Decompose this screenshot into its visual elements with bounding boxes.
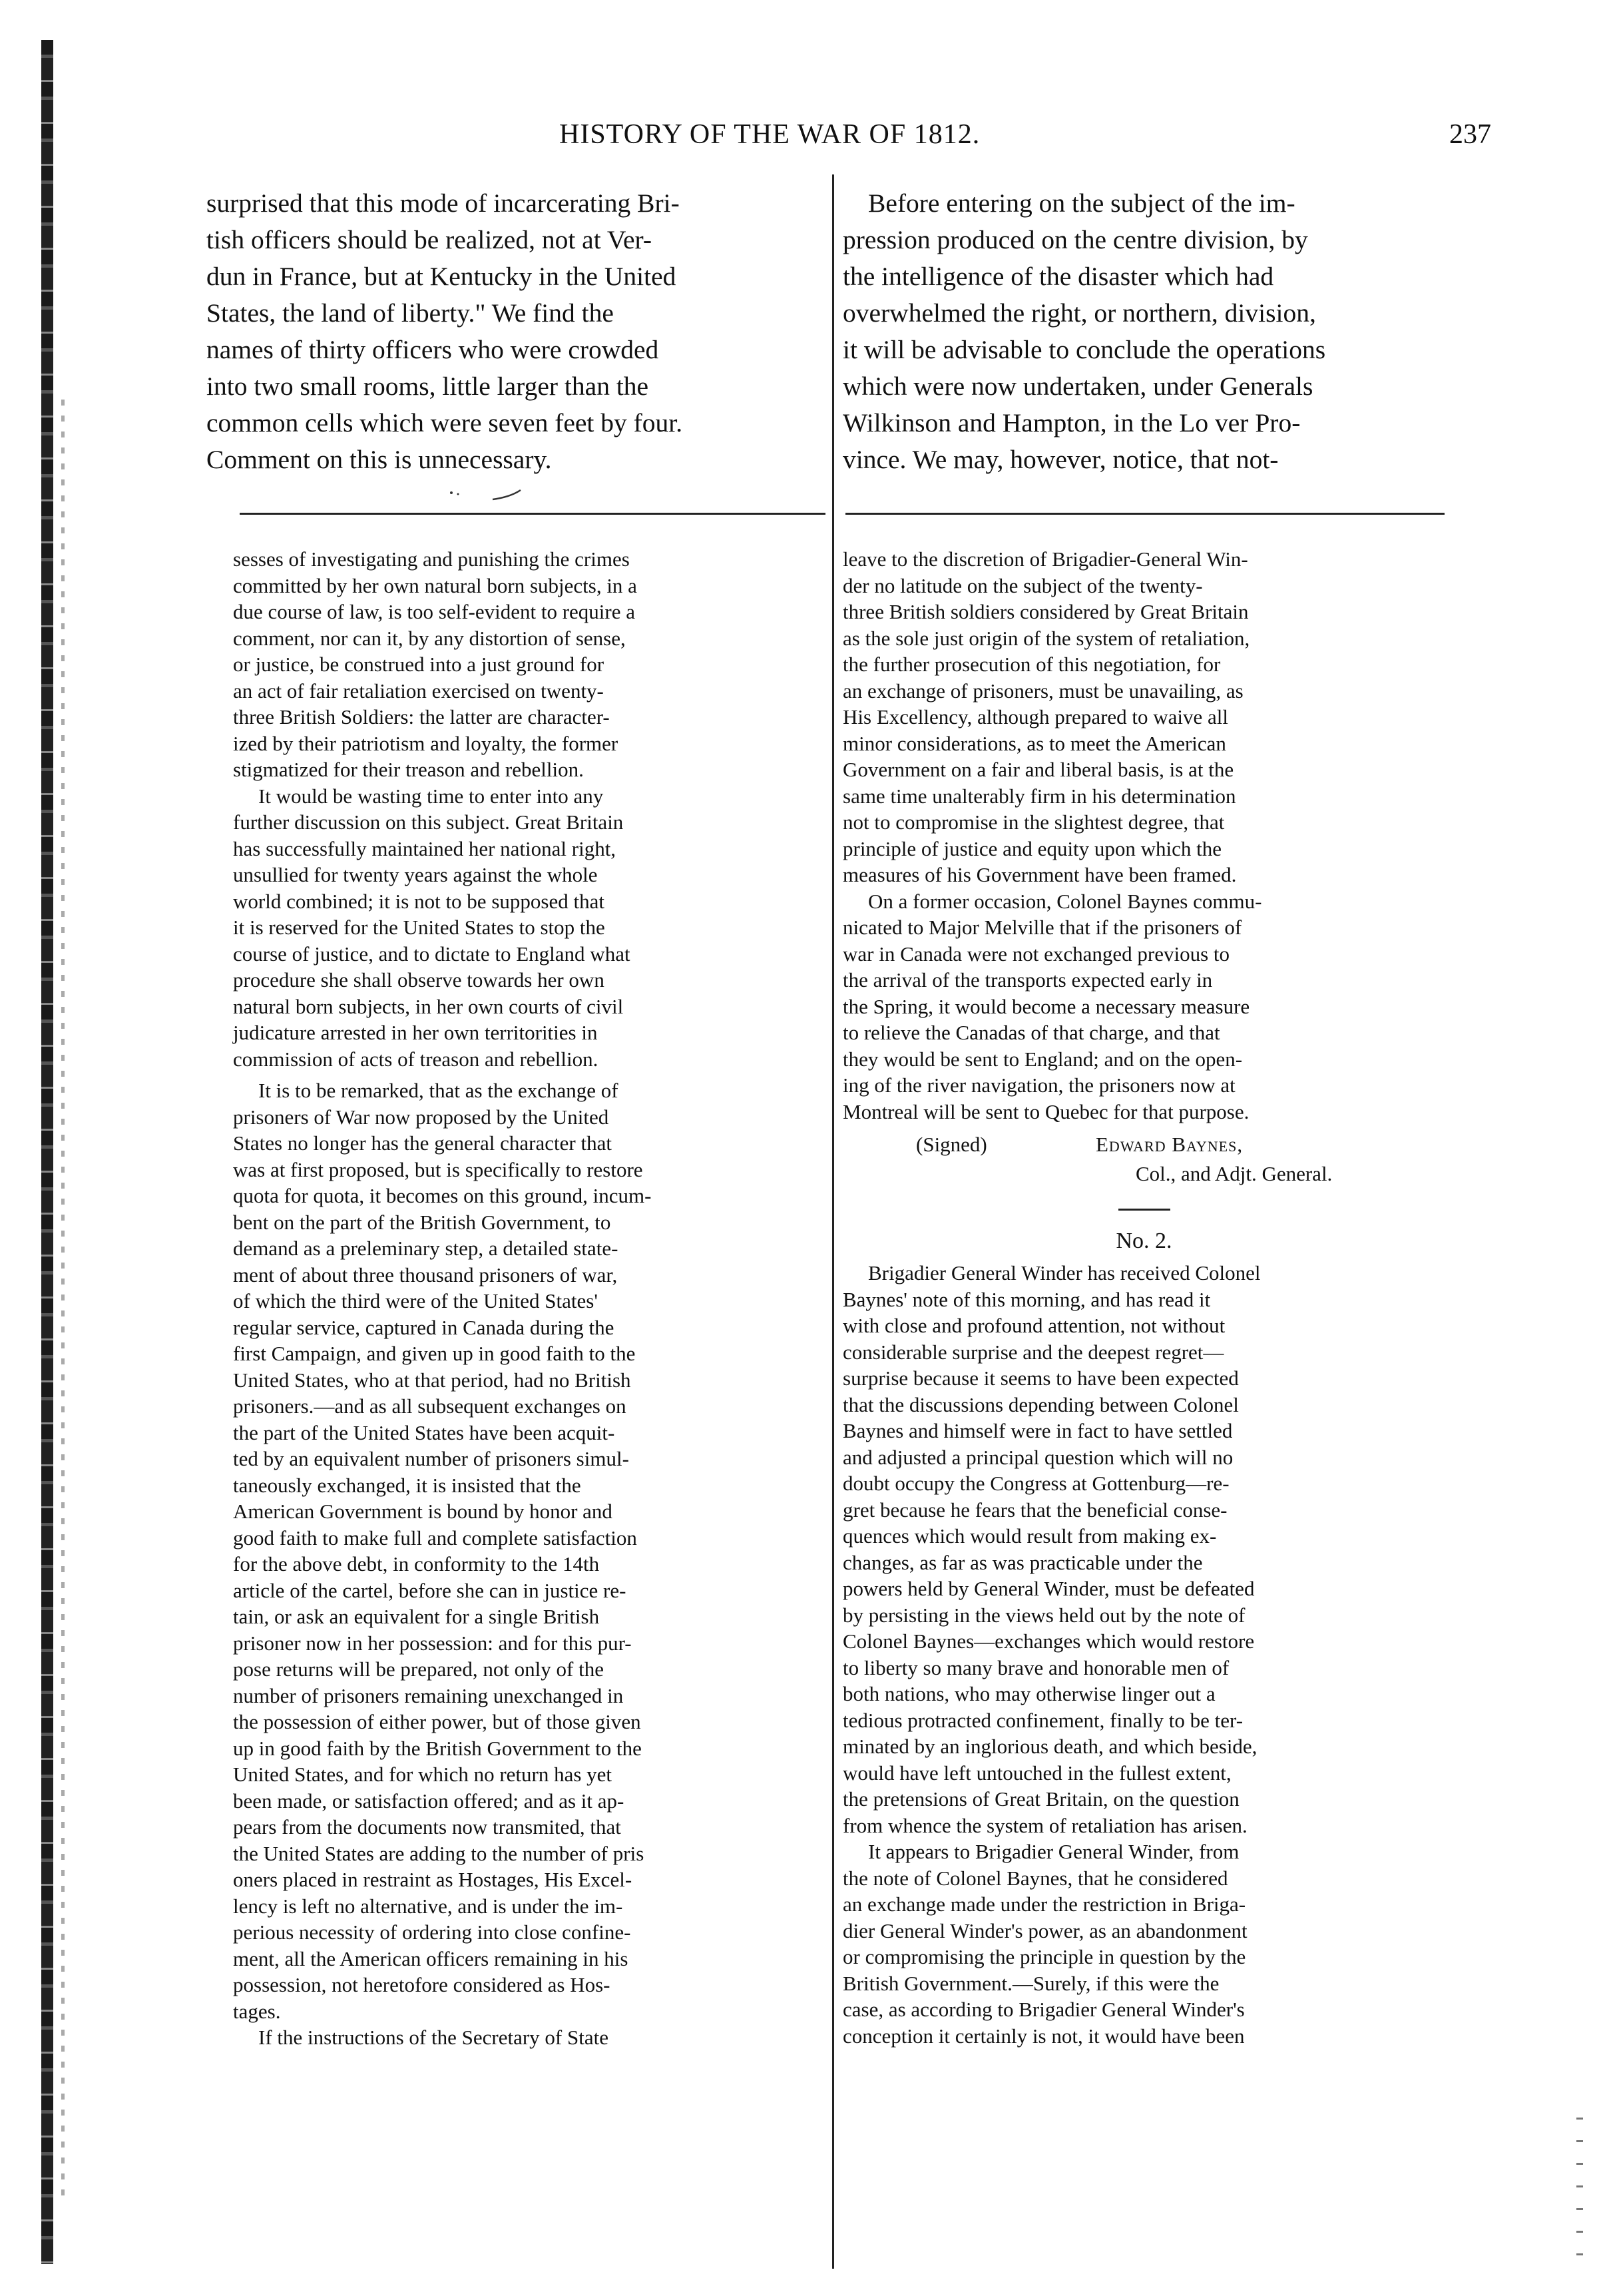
text-line: conception it certainly is not, it would have been [843,2024,1245,2048]
text-line: changes, as far as was practicable under the [843,1550,1203,1574]
text-line: Baynes and himself were in fact to have settled [843,1419,1233,1442]
text-line: from whence the system of retaliation has arisen. [843,1813,1248,1837]
binding-edge [41,40,53,2264]
binding-shadow [61,400,65,2197]
text-line: prisoner now in her possession: and for this pur- [233,1631,632,1655]
top-left-column [206,185,822,478]
section-divider [845,513,1445,515]
document-divider [1118,1209,1170,1211]
paragraph [843,1260,1445,1839]
text-line: It appears to Brigadier General Winder, from [868,1840,1240,1863]
text-line: powers held by General Winder, must be defeated [843,1577,1255,1600]
text-line: possession, not heretofore considered as Hos- [233,1973,610,1996]
text-line: perious necessity of ordering into close confine- [233,1920,631,1944]
text-line: United States, and for which no return has yet [233,1763,612,1786]
text-line: procedure she shall observe towards her own [233,968,604,992]
text-line: it will be advisable to conclude the operations [843,335,1326,364]
paragraph [843,888,1445,1125]
text-line: commission of acts of treason and rebellion. [233,1047,598,1071]
text-line: Government on a fair and liberal basis, is at the [843,758,1234,781]
text-line: has successfully maintained her national right, [233,836,616,860]
text-line: an act of fair retaliation exercised on twenty- [233,679,604,703]
text-line: On a former occasion, Colonel Baynes commu- [868,889,1262,913]
text-line: States no longer has the general character that [233,1131,612,1155]
paragraph [843,1839,1445,2049]
text-line: United States, who at that period, had no British [233,1368,631,1392]
text-line: dun in France, but at Kentucky in the United [206,262,676,291]
text-line: overwhelmed the right, or northern, division, [843,298,1316,328]
text-line: tedious protracted confinement, finally to be ter- [843,1708,1244,1732]
top-right-column [843,185,1462,478]
text-line: gret because he fears that the beneficial conse- [843,1498,1228,1522]
text-line: to relieve the Canadas of that charge, and that [843,1021,1220,1044]
text-line: ing of the river navigation, the prisoners now at [843,1073,1236,1097]
text-line: number of prisoners remaining unexchanged in [233,1683,624,1707]
text-line: world combined; it is not to be supposed that [233,889,604,913]
text-line: der no latitude on the subject of the twenty- [843,573,1203,597]
signed-label: (Signed) [916,1133,987,1156]
text-line: leave to the discretion of Brigadier-General Win- [843,547,1248,571]
text-line: lency is left no alternative, and is under the im- [233,1894,623,1918]
text-line: Colonel Baynes—exchanges which would restore [843,1629,1255,1653]
text-line: tages. [233,1999,281,2023]
text-line: or compromising the principle in question by the [843,1945,1246,1968]
text-line: prisoners of War now proposed by the United [233,1105,609,1129]
text-line: of which the third were of the United States' [233,1289,598,1312]
text-line: common cells which were seven feet by four. [206,408,683,437]
text-line: It is to be remarked, that as the exchange of [258,1079,618,1102]
text-line: the pretensions of Great Britain, on the question [843,1787,1240,1811]
bottom-right-column [843,546,1445,2049]
text-line: and adjusted a principal question which will no [843,1445,1234,1469]
text-line: not to compromise in the slightest degree, that [843,810,1225,834]
text-line: ized by their patriotism and loyalty, the former [233,731,618,755]
text-line: due course of law, is too self-evident to require a [233,600,636,623]
text-line: further discussion on this subject. Great Britain [233,810,624,834]
text-line: demand as a preleminary step, a detailed state- [233,1237,618,1260]
page-header [206,119,1491,166]
section-ornament [446,487,526,502]
column-rule [832,174,834,2269]
text-line: the note of Colonel Baynes, that he considered [843,1866,1228,1890]
text-line: dier General Winder's power, as an abandonment [843,1918,1248,1942]
document-number: No. 2. [1116,1229,1172,1253]
text-line: minated by an inglorious death, and which beside, [843,1735,1258,1758]
text-line: they would be sent to England; and on the open- [843,1047,1243,1071]
text-line: the Spring, it would become a necessary measure [843,994,1250,1018]
text-line: quences which would result from making ex- [843,1524,1217,1548]
text-line: committed by her own natural born subjects, in a [233,573,637,597]
text-line: tain, or ask an equivalent for a single British [233,1605,600,1628]
text-line: ment of about three thousand prisoners of war, [233,1263,618,1287]
text-line: with close and profound attention, not without [843,1314,1226,1337]
signature-block [843,1131,1445,1189]
text-line: principle of justice and equity upon which the [843,836,1222,860]
text-line: case, as according to Brigadier General Winder's [843,1998,1245,2021]
text-line: the possession of either power, but of those given [233,1710,641,1733]
page-number: 237 [1449,119,1491,150]
signatory-title: Col., and Adjt. General. [1136,1162,1333,1185]
text-line: British Government.—Surely, if this were the [843,1971,1220,1995]
text-line: to liberty so many brave and honorable men of [843,1655,1230,1679]
text-line: quota for quota, it becomes on this ground, incum- [233,1184,652,1207]
text-line: by persisting in the views held out by the note of [843,1603,1246,1627]
text-line: unsullied for twenty years against the whole [233,863,598,886]
text-line: considerable surprise and the deepest regret— [843,1340,1224,1364]
text-line: three British soldiers considered by Great Britain [843,600,1249,623]
text-line: both nations, who may otherwise linger out a [843,1682,1216,1705]
text-line: which were now undertaken, under Generals [843,372,1313,401]
text-line: pression produced on the centre division, by [843,225,1308,254]
paragraph [233,1077,824,2024]
text-line: the intelligence of the disaster which had [843,262,1274,291]
text-line: the further prosecution of this negotiation, for [843,653,1221,676]
text-line: the United States are adding to the number of pris [233,1841,644,1865]
text-line: the part of the United States have been acquit- [233,1420,615,1444]
text-line: war in Canada were not exchanged previous to [843,942,1230,966]
text-line: surprised that this mode of incarcerating Bri- [206,188,680,218]
text-line: If the instructions of the Secretary of State [258,2026,608,2049]
text-line: Brigadier General Winder has received Colonel [868,1261,1261,1285]
section-divider [240,513,825,515]
text-line: the arrival of the transports expected early in [843,968,1213,992]
paragraph [843,546,1445,888]
text-line: up in good faith by the British Government to the [233,1736,642,1760]
text-line: nicated to Major Melville that if the prisoners of [843,916,1242,939]
text-line: pose returns will be prepared, not only of the [233,1657,604,1681]
text-line: American Government is bound by honor and [233,1500,612,1523]
text-line: ted by an equivalent number of prisoners simul- [233,1447,629,1470]
text-line: first Campaign, and given up in good faith to the [233,1342,636,1365]
text-line: natural born subjects, in her own courts of civil [233,994,624,1018]
text-line: Montreal will be sent to Quebec for that purpose. [843,1099,1250,1123]
text-line: tish officers should be realized, not at Ver- [206,225,652,254]
text-line: would have left untouched in the fullest extent, [843,1761,1232,1785]
text-line: an exchange made under the restriction in Briga- [843,1892,1246,1916]
text-line: it is reserved for the United States to stop the [233,916,605,939]
text-line: vince. We may, however, notice, that not- [843,445,1279,474]
text-line: three British Soldiers: the latter are character- [233,705,610,728]
text-line: as the sole just origin of the system of retaliation, [843,626,1250,650]
text-line: been made, or satisfaction offered; and as it ap- [233,1789,624,1813]
text-line: course of justice, and to dictate to England what [233,942,630,966]
text-line: bent on the part of the British Government, to [233,1210,611,1234]
text-line: taneously exchanged, it is insisted that the [233,1473,581,1497]
paragraph [233,546,824,783]
text-line: or justice, be construed into a just ground for [233,653,604,676]
text-line: sesses of investigating and punishing the crimes [233,547,630,571]
running-head: HISTORY OF THE WAR OF 1812. [559,119,981,150]
text-line: for the above debt, in conformity to the 14th [233,1552,600,1576]
text-line: names of thirty officers who were crowded [206,335,659,364]
margin-specks [1576,2118,1583,2264]
text-line: article of the cartel, before she can in justice re- [233,1578,626,1602]
text-line: good faith to make full and complete satisfaction [233,1526,637,1550]
text-line: stigmatized for their treason and rebellion. [233,758,584,781]
text-line: minor considerations, as to meet the American [843,731,1226,755]
text-line: surprise because it seems to have been expected [843,1366,1239,1390]
text-line: that the discussions depending between Colonel [843,1392,1239,1416]
text-line: His Excellency, although prepared to waive all [843,705,1229,728]
text-line: prisoners.—and as all subsequent exchanges on [233,1394,626,1418]
text-line: into two small rooms, little larger than the [206,372,649,401]
text-line: Before entering on the subject of the im- [868,188,1295,218]
paragraph [233,783,824,1073]
text-line: an exchange of prisoners, must be unavailing, as [843,679,1244,703]
text-line: ment, all the American officers remaining in his [233,1946,628,1970]
text-line: doubt occupy the Congress at Gottenburg—re- [843,1472,1230,1495]
text-line: Wilkinson and Hampton, in the Lo ver Pro- [843,408,1301,437]
text-line: Comment on this is unnecessary. [206,445,552,474]
bottom-left-column [233,546,824,2051]
text-line: regular service, captured in Canada during the [233,1315,614,1339]
text-line: was at first proposed, but is specifically to restore [233,1157,643,1181]
text-line: measures of his Government have been framed. [843,863,1237,886]
signatory-name: Edward Baynes, [1096,1133,1244,1156]
text-line: comment, nor can it, by any distortion of sense, [233,626,626,650]
paragraph [233,2024,824,2051]
text-line: States, the land of liberty." We find the [206,298,614,328]
text-line: judicature arrested in her own territorities in [233,1021,598,1044]
text-line: oners placed in restraint as Hostages, His Excel- [233,1868,632,1891]
text-line: same time unalterably firm in his determination [843,784,1236,808]
text-line: pears from the documents now transmited, that [233,1815,621,1839]
text-line: Baynes' note of this morning, and has read it [843,1287,1211,1311]
text-line: It would be wasting time to enter into any [258,784,604,808]
